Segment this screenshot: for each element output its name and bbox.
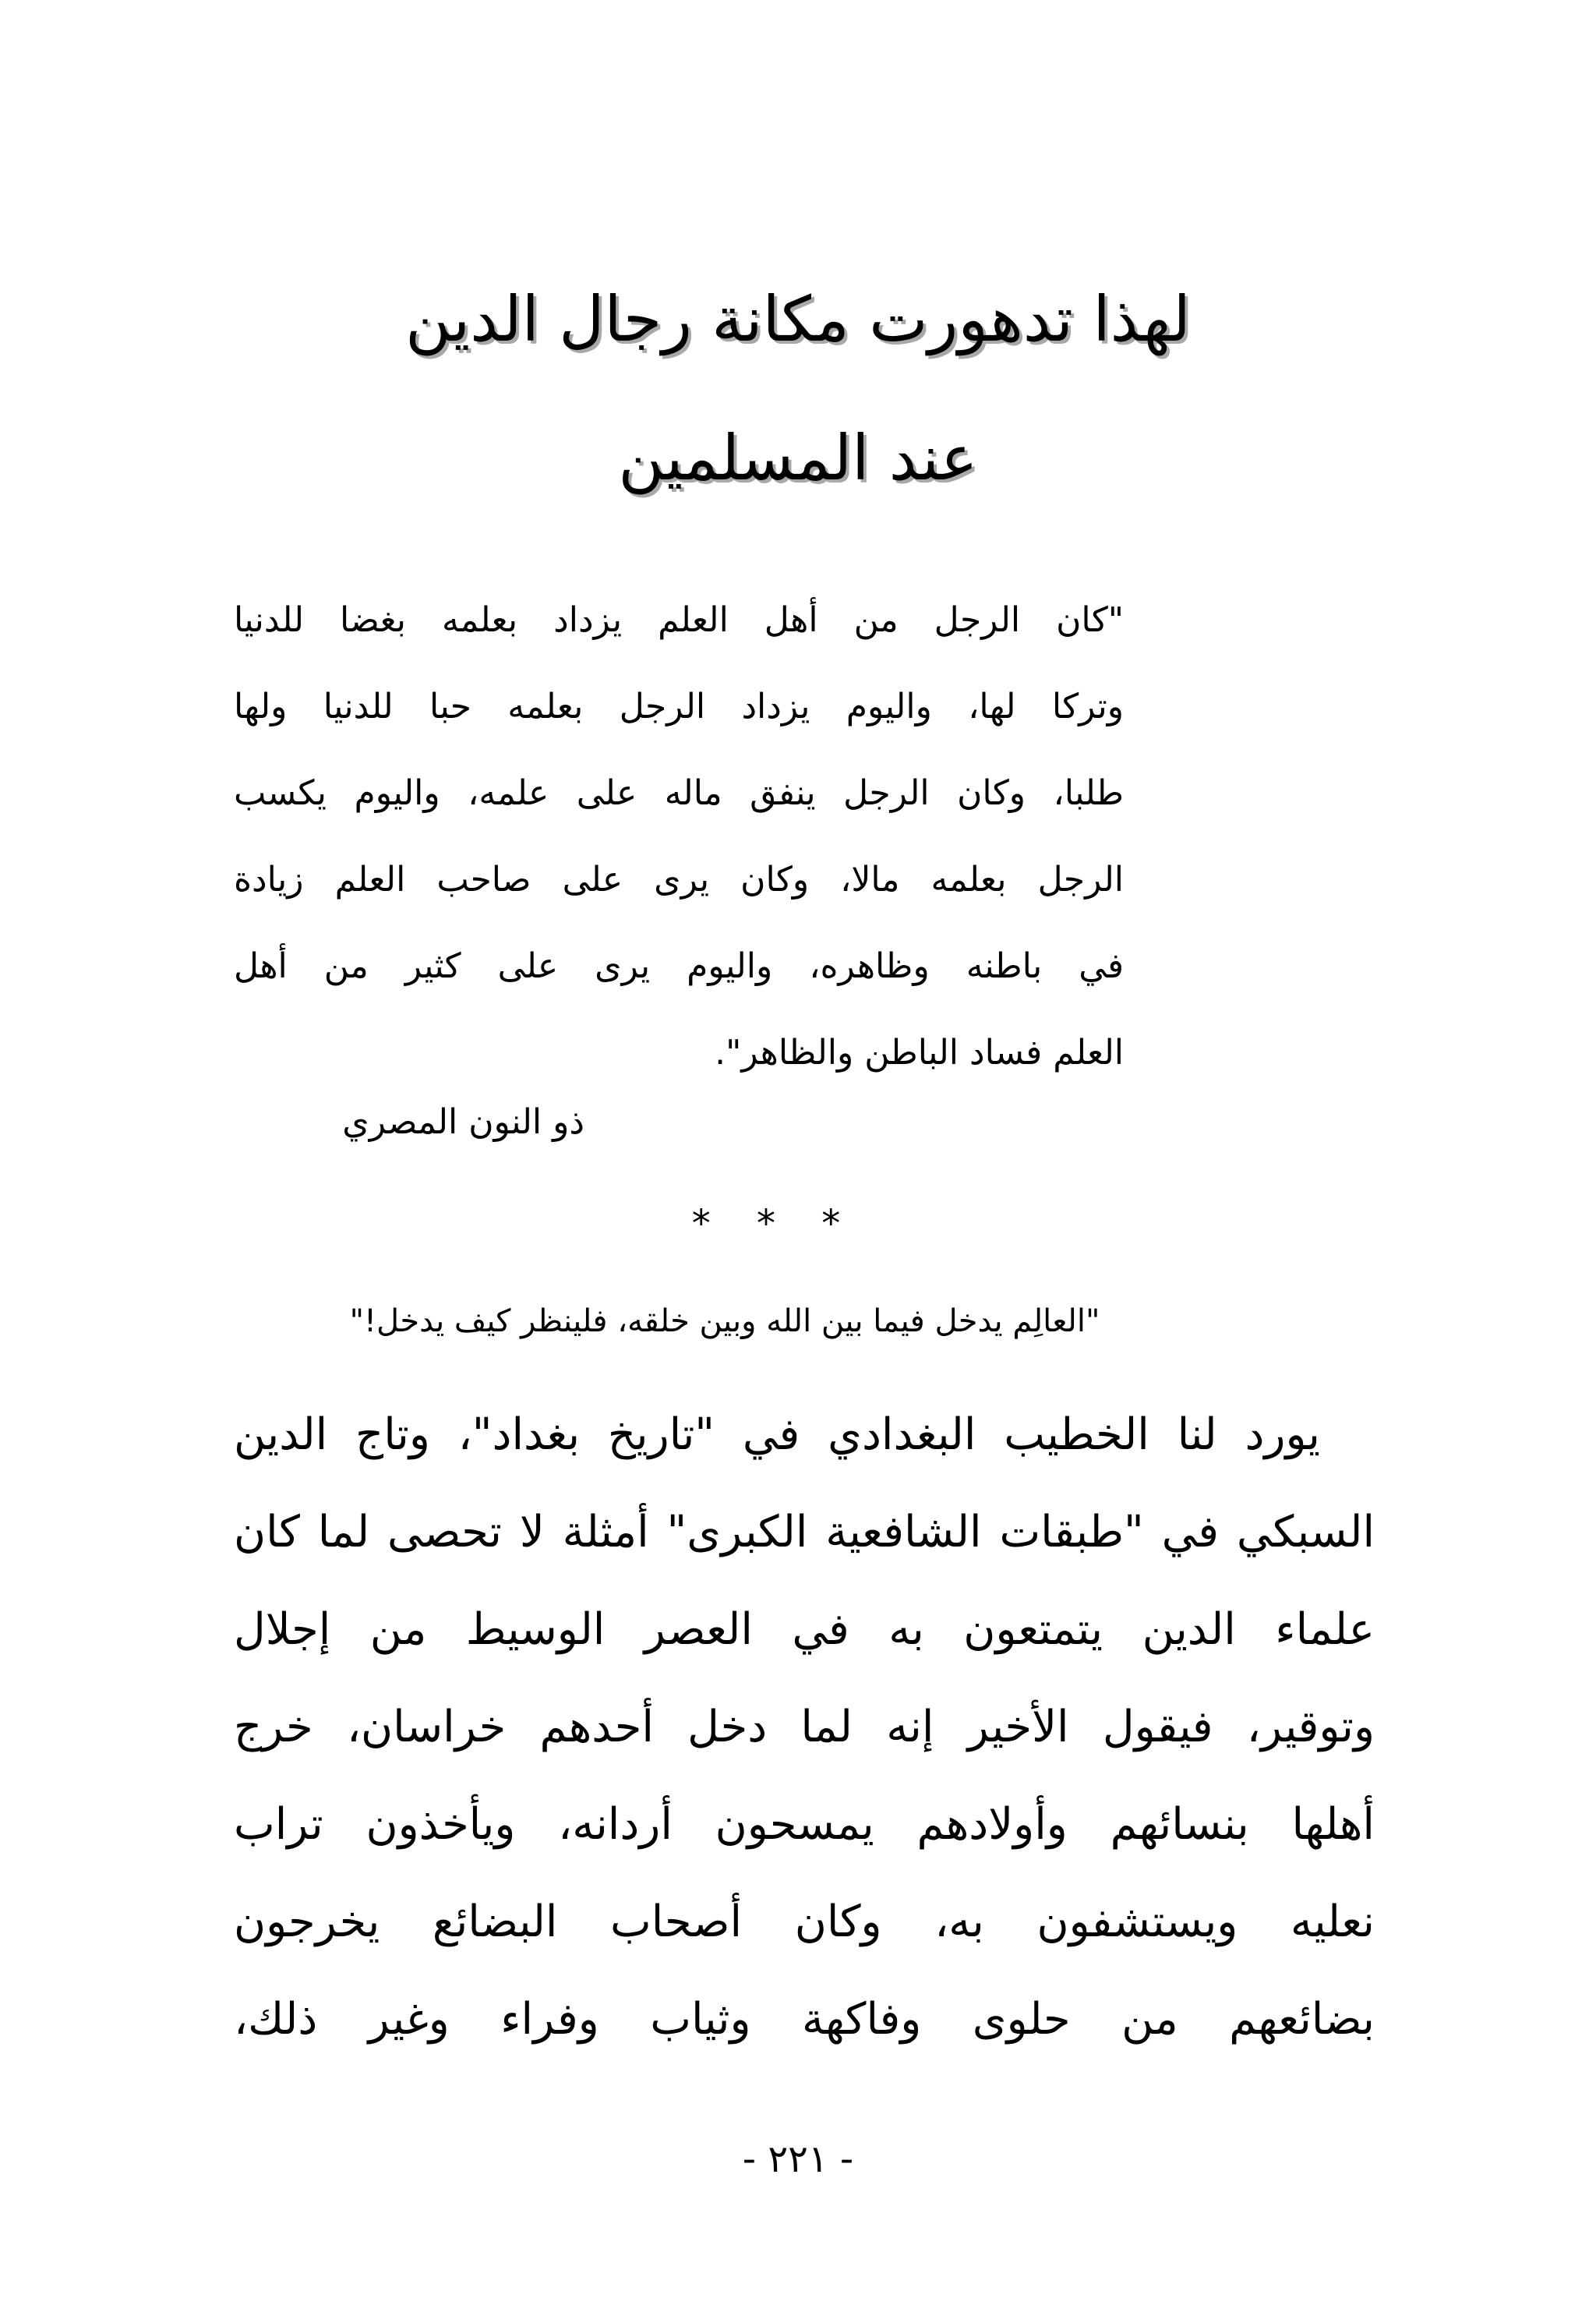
section-separator: * * * bbox=[691, 1202, 858, 1246]
body-line: بضائعهم من حلوى وفاكهة وثياب وفراء وغير ذلك، bbox=[234, 1994, 1375, 2045]
second-quote: "العالِم يدخل فيما بين الله وبين خلقه، فلينظر كيف يدخل!" bbox=[349, 1303, 1100, 1339]
body-line: يورد لنا الخطيب البغدادي في "تاريخ بغداد"، وتاج الدين bbox=[234, 1409, 1320, 1460]
body-line: السبكي في "طبقات الشافعية الكبرى" أمثلة لا تحصى لما كان bbox=[234, 1507, 1375, 1557]
epigraph-line: الرجل بعلمه مالا، وكان يرى على صاحب العلم زيادة bbox=[234, 860, 1124, 900]
page-number: - ٢٢١ - bbox=[742, 2137, 854, 2181]
body-line: نعليه ويستشفون به، وكان أصحاب البضائع يخرجون bbox=[234, 1897, 1375, 1947]
chapter-title-line-1: لهذا تدهورت مكانة رجال الدين bbox=[405, 283, 1191, 355]
epigraph-line: طلبا، وكان الرجل ينفق ماله على علمه، واليوم يكسب bbox=[234, 773, 1124, 813]
epigraph-line: في باطنه وظاهره، واليوم يرى على كثير من أهل bbox=[234, 946, 1124, 986]
epigraph-line: وتركا لها، واليوم يزداد الرجل بعلمه حبا للدنيا ولها bbox=[234, 687, 1124, 726]
body-line: علماء الدين يتمتعون به في العصر الوسيط من إجلال bbox=[234, 1604, 1375, 1655]
chapter-title-line-2: عند المسلمين bbox=[618, 422, 978, 494]
body-paragraph bbox=[234, 1386, 1375, 2068]
body-line: وتوقير، فيقول الأخير إنه لما دخل أحدهم خراسان، خرج bbox=[234, 1702, 1375, 1752]
epigraph-attribution: ذو النون المصري bbox=[342, 1102, 584, 1142]
epigraph-quote bbox=[234, 577, 1124, 1096]
epigraph-line: العلم فساد الباطن والظاهر". bbox=[715, 1033, 1124, 1073]
epigraph-line: "كان الرجل من أهل العلم يزداد بعلمه بغضا للدنيا bbox=[234, 600, 1124, 640]
body-line: أهلها بنسائهم وأولادهم يمسحون أردانه، ويأخذون تراب bbox=[234, 1799, 1375, 1850]
